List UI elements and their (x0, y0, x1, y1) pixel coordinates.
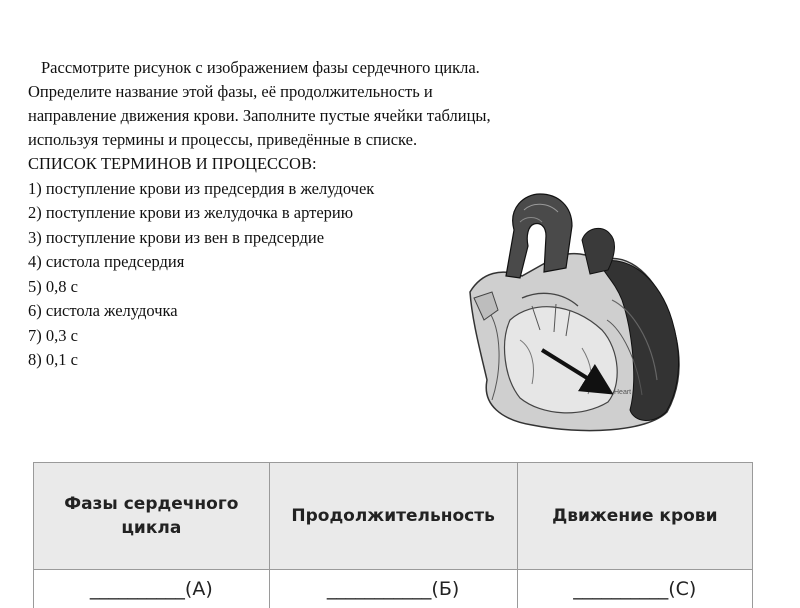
terms-list-item: 8) 0,1 с (28, 348, 374, 373)
aorta (506, 194, 572, 278)
terms-list-item: 3) поступление крови из вен в предсердие (28, 226, 374, 251)
figure-watermark: Heart (614, 389, 631, 396)
terms-list-item: 6) систола желудочка (28, 299, 374, 324)
table-row (34, 570, 753, 608)
intro-line: Определите название этой фазы, её продолжительность и (28, 80, 608, 104)
answer-table (33, 462, 753, 608)
table-header-row (34, 463, 753, 570)
terms-list-item: 2) поступление крови из желудочка в артерию (28, 201, 374, 226)
terms-list-heading: СПИСОК ТЕРМИНОВ И ПРОЦЕССОВ: (28, 152, 374, 177)
answer-cell-a[interactable]: __________(А) (34, 570, 270, 608)
terms-list-item: 4) систола предсердия (28, 250, 374, 275)
heart-illustration (462, 180, 692, 440)
terms-list-item: 7) 0,3 с (28, 324, 374, 349)
intro-line: используя термины и процессы, приведённые в списке. (28, 128, 608, 152)
task-intro (28, 56, 608, 152)
terms-list (28, 152, 374, 373)
header-phases: Фазы сердечного цикла (34, 463, 270, 570)
header-blood-flow: Движение крови (517, 463, 752, 570)
header-duration: Продолжительность (269, 463, 517, 570)
answer-cell-b[interactable]: ___________(Б) (269, 570, 517, 608)
intro-line: Рассмотрите рисунок с изображением фазы сердечного цикла. (28, 56, 608, 80)
terms-list-item: 1) поступление крови из предсердия в желудочек (28, 177, 374, 202)
answer-cell-c[interactable]: __________(С) (517, 570, 752, 608)
terms-list-item: 5) 0,8 с (28, 275, 374, 300)
intro-line: направление движения крови. Заполните пустые ячейки таблицы, (28, 104, 608, 128)
